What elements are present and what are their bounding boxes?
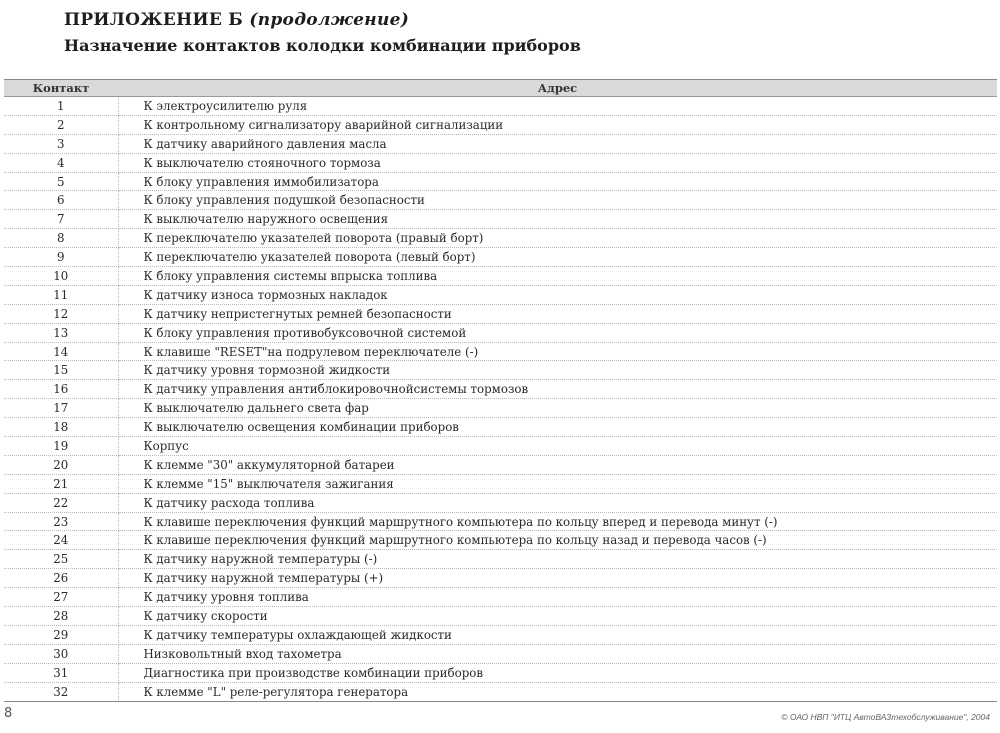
table-row bbox=[4, 191, 997, 210]
table-row bbox=[4, 437, 997, 456]
contact-address: К клемме "15" выключателя зажигания bbox=[118, 474, 997, 493]
table-row bbox=[4, 550, 997, 569]
table-row bbox=[4, 323, 997, 342]
contact-address: К блоку управления иммобилизатора bbox=[118, 172, 997, 191]
table-body bbox=[4, 97, 997, 701]
contact-number: 5 bbox=[4, 172, 118, 191]
contact-number: 6 bbox=[4, 191, 118, 210]
contact-number: 12 bbox=[4, 304, 118, 323]
contact-number: 22 bbox=[4, 493, 118, 512]
table-row bbox=[4, 153, 997, 172]
contacts-table-wrapper bbox=[4, 79, 997, 702]
contact-address: Диагностика при производстве комбинации приборов bbox=[118, 663, 997, 682]
table-row bbox=[4, 607, 997, 626]
contact-address: К электроусилителю руля bbox=[118, 97, 997, 116]
contact-address: Низковольтный вход тахометра bbox=[118, 644, 997, 663]
contact-number: 13 bbox=[4, 323, 118, 342]
table-header-row bbox=[4, 80, 997, 97]
contact-address: К блоку управления противобуксовочной системой bbox=[118, 323, 997, 342]
contact-number: 4 bbox=[4, 153, 118, 172]
table-row bbox=[4, 625, 997, 644]
contact-address: К датчику скорости bbox=[118, 607, 997, 626]
table-row bbox=[4, 285, 997, 304]
appendix-title bbox=[64, 10, 581, 30]
contact-number: 14 bbox=[4, 342, 118, 361]
table-row bbox=[4, 493, 997, 512]
appendix-label: ПРИЛОЖЕНИЕ Б bbox=[64, 10, 244, 30]
contact-number: 18 bbox=[4, 418, 118, 437]
header-contact: Контакт bbox=[4, 80, 118, 97]
contact-address: К выключателю стояночного тормоза bbox=[118, 153, 997, 172]
contact-address: К переключателю указателей поворота (левый борт) bbox=[118, 248, 997, 267]
page-number: 8 bbox=[4, 706, 13, 721]
contact-number: 28 bbox=[4, 607, 118, 626]
copyright-notice: © ОАО НВП "ИТЦ АвтоВАЗтехобслуживание", 2004 bbox=[781, 712, 990, 722]
contact-number: 23 bbox=[4, 512, 118, 531]
table-row bbox=[4, 474, 997, 493]
contact-address: К датчику непристегнутых ремней безопасности bbox=[118, 304, 997, 323]
contact-address: К клавише переключения функций маршрутного компьютера по кольцу назад и перевода часов (-) bbox=[118, 531, 997, 550]
contact-number: 24 bbox=[4, 531, 118, 550]
table-title: Назначение контактов колодки комбинации приборов bbox=[64, 36, 581, 55]
contact-address: К датчику расхода топлива bbox=[118, 493, 997, 512]
table-row bbox=[4, 210, 997, 229]
contact-address: К датчику уровня тормозной жидкости bbox=[118, 361, 997, 380]
contact-number: 11 bbox=[4, 285, 118, 304]
contact-number: 15 bbox=[4, 361, 118, 380]
table-row bbox=[4, 569, 997, 588]
contact-number: 29 bbox=[4, 625, 118, 644]
table-row bbox=[4, 588, 997, 607]
contact-number: 20 bbox=[4, 455, 118, 474]
contact-address: К датчику наружной температуры (-) bbox=[118, 550, 997, 569]
table-row bbox=[4, 267, 997, 286]
contact-address: К блоку управления подушкой безопасности bbox=[118, 191, 997, 210]
contact-number: 3 bbox=[4, 134, 118, 153]
contact-address: К клавише "RESET"на подрулевом переключателе (-) bbox=[118, 342, 997, 361]
table-row bbox=[4, 512, 997, 531]
contact-address: К выключателю освещения комбинации приборов bbox=[118, 418, 997, 437]
contact-number: 26 bbox=[4, 569, 118, 588]
header-address: Адрес bbox=[118, 80, 997, 97]
table-row bbox=[4, 342, 997, 361]
table-row bbox=[4, 531, 997, 550]
table-row bbox=[4, 172, 997, 191]
table-row bbox=[4, 115, 997, 134]
table-row bbox=[4, 682, 997, 700]
page-heading bbox=[64, 10, 581, 55]
contact-number: 17 bbox=[4, 399, 118, 418]
contact-address: К блоку управления системы впрыска топлива bbox=[118, 267, 997, 286]
contact-address: К выключателю дальнего света фар bbox=[118, 399, 997, 418]
contact-address: К датчику износа тормозных накладок bbox=[118, 285, 997, 304]
contact-number: 31 bbox=[4, 663, 118, 682]
contact-number: 9 bbox=[4, 248, 118, 267]
contact-number: 19 bbox=[4, 437, 118, 456]
contact-number: 32 bbox=[4, 682, 118, 700]
table-row bbox=[4, 399, 997, 418]
contact-address: К датчику температуры охлаждающей жидкости bbox=[118, 625, 997, 644]
contact-number: 21 bbox=[4, 474, 118, 493]
table-row bbox=[4, 134, 997, 153]
contact-number: 27 bbox=[4, 588, 118, 607]
table-row bbox=[4, 304, 997, 323]
contact-number: 30 bbox=[4, 644, 118, 663]
table-row bbox=[4, 97, 997, 116]
contact-number: 1 bbox=[4, 97, 118, 116]
contact-address: К клемме "30" аккумуляторной батареи bbox=[118, 455, 997, 474]
table-row bbox=[4, 380, 997, 399]
table-row bbox=[4, 361, 997, 380]
contact-number: 8 bbox=[4, 229, 118, 248]
contacts-table bbox=[4, 80, 997, 701]
contact-address: К датчику аварийного давления масла bbox=[118, 134, 997, 153]
contact-address: К контрольному сигнализатору аварийной сигнализации bbox=[118, 115, 997, 134]
table-row bbox=[4, 229, 997, 248]
table-row bbox=[4, 418, 997, 437]
contact-address: К датчику управления антиблокировочнойсистемы тормозов bbox=[118, 380, 997, 399]
contact-address: К датчику уровня топлива bbox=[118, 588, 997, 607]
table-row bbox=[4, 644, 997, 663]
contact-address: К клавише переключения функций маршрутного компьютера по кольцу вперед и перевода минут (-) bbox=[118, 512, 997, 531]
contact-number: 10 bbox=[4, 267, 118, 286]
contact-address: Корпус bbox=[118, 437, 997, 456]
contact-number: 16 bbox=[4, 380, 118, 399]
table-row bbox=[4, 663, 997, 682]
contact-address: К датчику наружной температуры (+) bbox=[118, 569, 997, 588]
table-row bbox=[4, 455, 997, 474]
contact-number: 2 bbox=[4, 115, 118, 134]
appendix-continuation: (продолжение) bbox=[249, 10, 410, 30]
contact-address: К клемме "L" реле-регулятора генератора bbox=[143, 684, 409, 699]
contact-address: К переключателю указателей поворота (правый борт) bbox=[118, 229, 997, 248]
contact-address: К выключателю наружного освещения bbox=[118, 210, 997, 229]
contact-number: 7 bbox=[4, 210, 118, 229]
contact-number: 25 bbox=[4, 550, 118, 569]
table-row bbox=[4, 248, 997, 267]
